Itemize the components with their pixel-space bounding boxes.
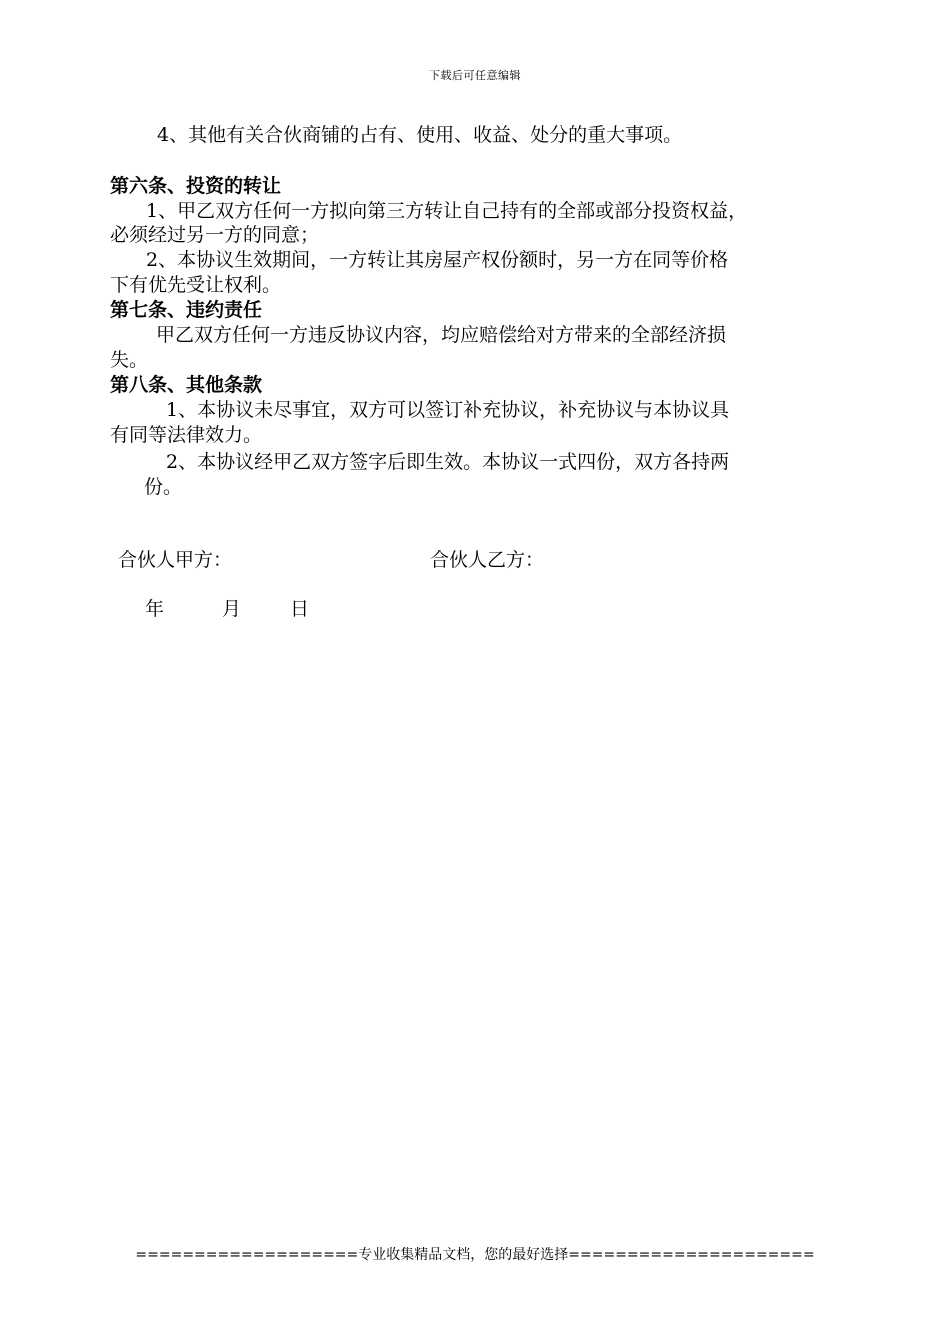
article6-item2-line2: 下有优先受让权利。 bbox=[110, 274, 282, 296]
signature-party-a: 合伙人甲方： bbox=[118, 549, 233, 571]
article6-title: 第六条、投资的转让 bbox=[110, 175, 282, 197]
article8-item2-line1: 2、本协议经甲乙双方签字后即生效。本协议一式四份，双方各持两 bbox=[166, 451, 730, 473]
article6-item2-line1: 2、本协议生效期间，一方转让其房屋产权份额时，另一方在同等价格 bbox=[146, 249, 729, 271]
article8-title: 第八条、其他条款 bbox=[110, 374, 263, 396]
date-month: 月 bbox=[222, 598, 242, 620]
article8-item2-line2: 份。 bbox=[144, 476, 183, 498]
article7-text-line2: 失。 bbox=[110, 349, 149, 371]
date-day: 日 bbox=[290, 598, 310, 620]
article7-text-line1: 甲乙双方任何一方违反协议内容，均应赔偿给对方带来的全部经济损 bbox=[156, 324, 727, 346]
date-year: 年 bbox=[145, 598, 165, 620]
article8-item1-line1: 1、本协议未尽事宜，双方可以签订补充协议，补充协议与本协议具 bbox=[166, 399, 730, 421]
header-note: 下载后可任意编辑 bbox=[429, 69, 521, 82]
article8-item1-line2: 有同等法律效力。 bbox=[110, 424, 263, 446]
article7-title: 第七条、违约责任 bbox=[110, 299, 263, 321]
article5-item4: 4、其他有关合伙商铺的占有、使用、收益、处分的重大事项。 bbox=[157, 124, 683, 146]
article6-item1-line2: 必须经过另一方的同意； bbox=[110, 224, 320, 246]
footer-note: ===================专业收集精品文档，您的最好选择===================== bbox=[135, 1247, 815, 1263]
article6-item1-line1: 1、甲乙双方任何一方拟向第三方转让自己持有的全部或部分投资权益， bbox=[146, 200, 748, 222]
signature-party-b: 合伙人乙方： bbox=[430, 549, 545, 571]
